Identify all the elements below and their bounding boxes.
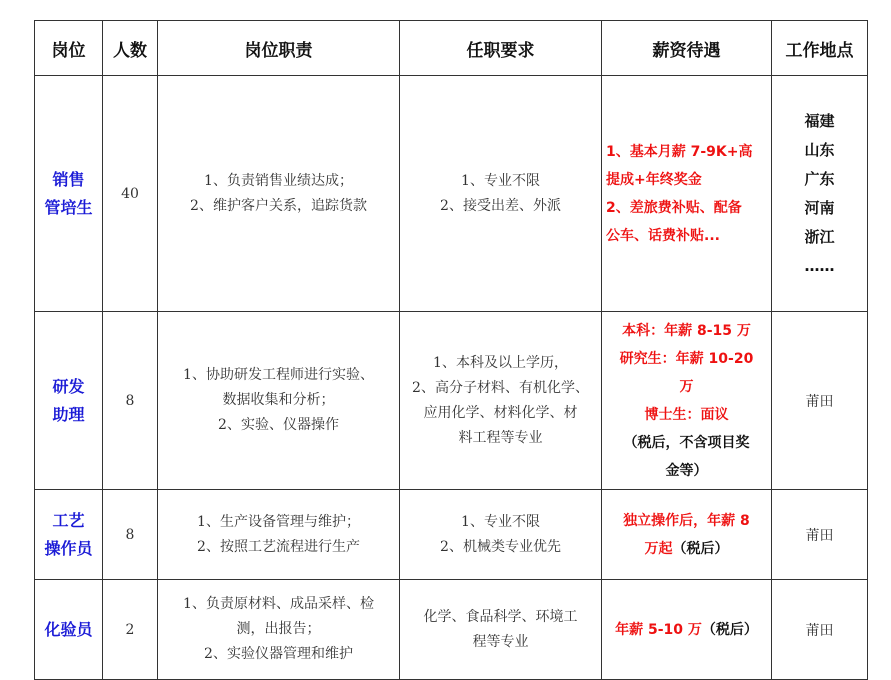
location-line: 河南 <box>804 198 835 217</box>
position-cell <box>35 76 103 312</box>
salary-note: （税后） <box>672 540 729 557</box>
count-cell: 8 <box>103 490 158 580</box>
location-line: 福建 <box>804 111 835 130</box>
salary-note: 金等） <box>665 462 708 479</box>
position-line: 化验员 <box>44 619 93 639</box>
location-line: …… <box>804 256 835 275</box>
requirement-line: 料工程等专业 <box>458 429 543 446</box>
duties-cell <box>158 76 400 312</box>
salary-line: 2、差旅费补贴、配备 <box>606 199 742 216</box>
requirements-cell <box>400 490 602 580</box>
position-cell <box>35 490 103 580</box>
requirement-line: 应用化学、材料化学、材 <box>423 404 578 421</box>
position-line: 管培生 <box>44 197 93 217</box>
duty-line: 测，出报告； <box>236 621 321 637</box>
duty-line: 1、负责原材料、成品采样、检 <box>183 596 374 612</box>
salary-line: 万 <box>679 378 694 395</box>
header-salary: 薪资待遇 <box>602 21 772 76</box>
position-line: 操作员 <box>44 538 93 558</box>
duty-line: 2、维护客户关系，追踪货款 <box>190 197 367 214</box>
duty-line: 1、协助研发工程师进行实验、 <box>183 367 374 383</box>
header-position: 岗位 <box>35 21 103 76</box>
position-cell <box>35 312 103 490</box>
count-cell: 2 <box>103 580 158 680</box>
duty-line: 1、生产设备管理与维护； <box>197 513 360 530</box>
requirement-line: 1、专业不限 <box>461 513 540 530</box>
header-row <box>35 21 868 76</box>
requirement-line: 化学、食品科学、环境工 <box>423 608 578 625</box>
requirement-line: 2、接受出差、外派 <box>440 197 561 214</box>
requirement-line: 1、专业不限 <box>461 172 540 189</box>
duty-line: 数据收集和分析； <box>222 392 335 408</box>
position-line: 工艺 <box>52 510 85 530</box>
count-cell: 8 <box>103 312 158 490</box>
table-row <box>35 312 868 490</box>
count-cell: 40 <box>103 76 158 312</box>
salary-line-wrap <box>606 535 767 563</box>
requirements-cell <box>400 580 602 680</box>
location-cell <box>772 76 868 312</box>
salary-line: 研究生：年薪 10-20 <box>619 350 754 367</box>
salary-cell <box>602 312 772 490</box>
location-cell: 莆田 <box>772 312 868 490</box>
salary-line: 提成+年终奖金 <box>606 171 702 188</box>
salary-cell <box>602 490 772 580</box>
recruitment-table <box>34 20 868 680</box>
location-line: 山东 <box>804 140 835 159</box>
requirement-line: 程等专业 <box>472 633 529 650</box>
position-line: 销售 <box>52 169 85 189</box>
table-row <box>35 580 868 680</box>
salary-note: （税后） <box>701 621 758 638</box>
requirement-line: 1、本科及以上学历， <box>433 354 568 371</box>
salary-line: 1、基本月薪 7-9K+高 <box>606 143 753 160</box>
salary-line: 本科：年薪 8-15 万 <box>622 322 751 339</box>
position-line: 研发 <box>52 376 85 396</box>
salary-cell <box>602 580 772 680</box>
salary-line: 公车、话费补贴... <box>606 227 720 244</box>
salary-line-wrap <box>606 616 767 644</box>
salary-cell <box>602 76 772 312</box>
location-line: 浙江 <box>804 227 835 246</box>
salary-note: （税后，不含项目奖 <box>623 434 750 451</box>
position-line: 助理 <box>52 404 85 424</box>
header-count: 人数 <box>103 21 158 76</box>
header-requirements: 任职要求 <box>400 21 602 76</box>
requirements-cell <box>400 76 602 312</box>
requirement-line: 2、机械类专业优先 <box>440 538 561 555</box>
duty-line: 2、实验、仪器操作 <box>218 417 339 433</box>
header-location: 工作地点 <box>772 21 868 76</box>
table-row <box>35 490 868 580</box>
duties-cell <box>158 312 400 490</box>
duty-line: 2、按照工艺流程进行生产 <box>197 538 360 555</box>
duty-line: 1、负责销售业绩达成； <box>204 172 353 189</box>
table-row <box>35 76 868 312</box>
salary-line: 博士生：面议 <box>644 406 729 423</box>
location-line: 广东 <box>804 169 835 188</box>
location-cell: 莆田 <box>772 490 868 580</box>
salary-line: 年薪 5-10 万 <box>615 621 702 638</box>
header-duties: 岗位职责 <box>158 21 400 76</box>
duty-line: 2、实验仪器管理和维护 <box>204 646 353 662</box>
duties-cell <box>158 490 400 580</box>
requirements-cell <box>400 312 602 490</box>
requirement-line: 2、高分子材料、有机化学、 <box>412 379 589 396</box>
duties-cell <box>158 580 400 680</box>
position-cell <box>35 580 103 680</box>
salary-line: 万起 <box>644 540 673 557</box>
salary-line: 独立操作后，年薪 8 <box>623 512 750 529</box>
location-cell: 莆田 <box>772 580 868 680</box>
